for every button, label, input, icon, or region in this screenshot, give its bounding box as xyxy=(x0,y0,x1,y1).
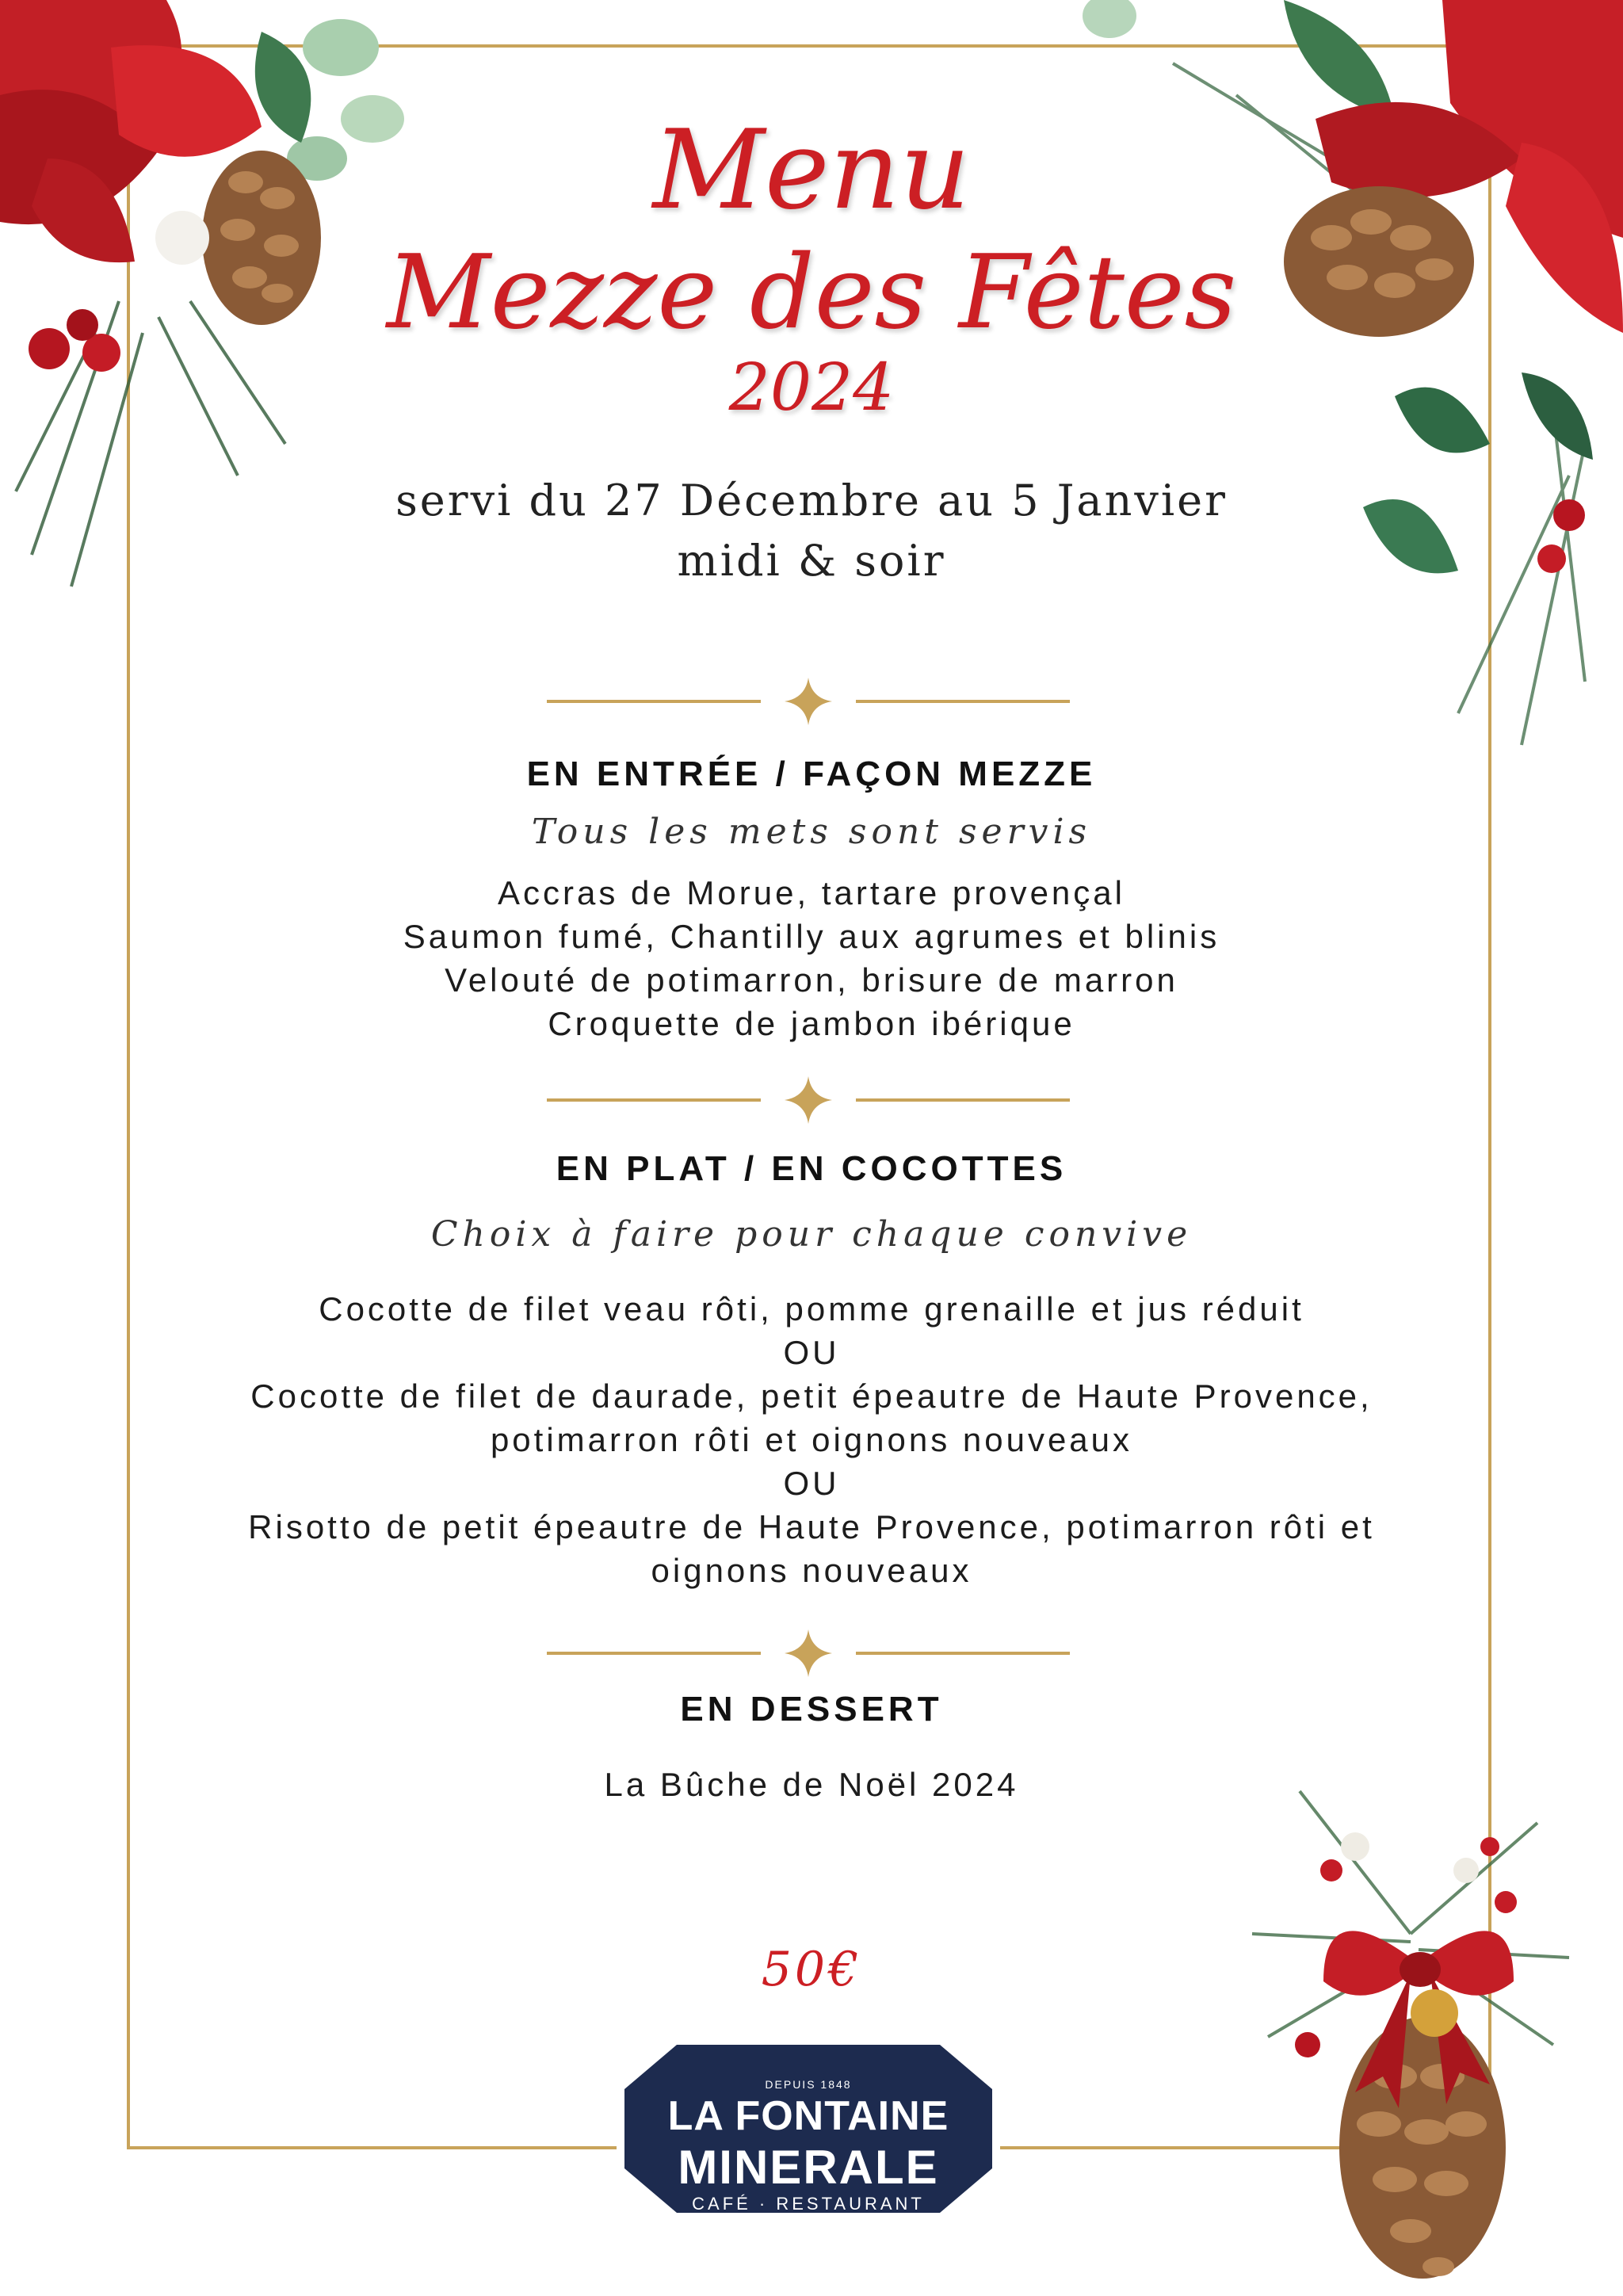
plat-line: oignons nouveaux xyxy=(651,1552,972,1589)
logo-tagline: CAFÉ · RESTAURANT xyxy=(692,2194,925,2214)
plat-or: OU xyxy=(783,1334,840,1371)
section-note-entree: Tous les mets sont servis xyxy=(531,812,1092,852)
star-icon xyxy=(785,678,832,725)
star-icon xyxy=(785,1629,832,1677)
gold-star-divider xyxy=(547,1629,1070,1677)
menu-price: 50€ xyxy=(761,1942,862,1997)
dessert-item: La Bûche de Noël 2024 xyxy=(604,1766,1019,1803)
logo-name-line2: MINERALE xyxy=(678,2141,939,2194)
menu-subtitle: Mezze des Fêtes xyxy=(386,234,1237,352)
entree-item: Croquette de jambon ibérique xyxy=(548,1005,1075,1042)
menu-title: Menu xyxy=(652,106,971,234)
section-note-plat: Choix à faire pour chaque convive xyxy=(430,1214,1193,1255)
star-icon xyxy=(785,1076,832,1124)
plat-or: OU xyxy=(783,1465,840,1502)
plat-line: Cocotte de filet veau rôti, pomme grenaille et jus réduit xyxy=(319,1290,1304,1328)
served-times: midi & soir xyxy=(677,536,946,586)
gold-star-divider xyxy=(547,678,1070,725)
entree-item: Accras de Morue, tartare provençal xyxy=(498,874,1125,911)
entree-item: Velouté de potimarron, brisure de marron xyxy=(445,961,1178,999)
logo-since: DEPUIS 1848 xyxy=(765,2078,852,2091)
pinecone-bow-decoration xyxy=(1236,1775,1585,2296)
logo-name-line1: LA FONTAINE xyxy=(667,2093,949,2139)
entree-item: Saumon fumé, Chantilly aux agrumes et blinis xyxy=(403,918,1220,955)
served-dates: servi du 27 Décembre au 5 Janvier xyxy=(395,476,1228,525)
section-heading-entree: EN ENTRÉE / FAÇON MEZZE xyxy=(526,755,1097,793)
gold-star-divider xyxy=(547,1076,1070,1124)
menu-year: 2024 xyxy=(728,350,895,426)
section-heading-dessert: EN DESSERT xyxy=(680,1690,943,1729)
section-heading-plat: EN PLAT / EN COCOTTES xyxy=(556,1149,1067,1188)
plat-line: Cocotte de filet de daurade, petit épeautre de Haute Provence, xyxy=(250,1377,1373,1415)
plat-line: potimarron rôti et oignons nouveaux xyxy=(490,1421,1133,1458)
plat-line: Risotto de petit épeautre de Haute Provence, potimarron rôti et xyxy=(248,1508,1375,1545)
